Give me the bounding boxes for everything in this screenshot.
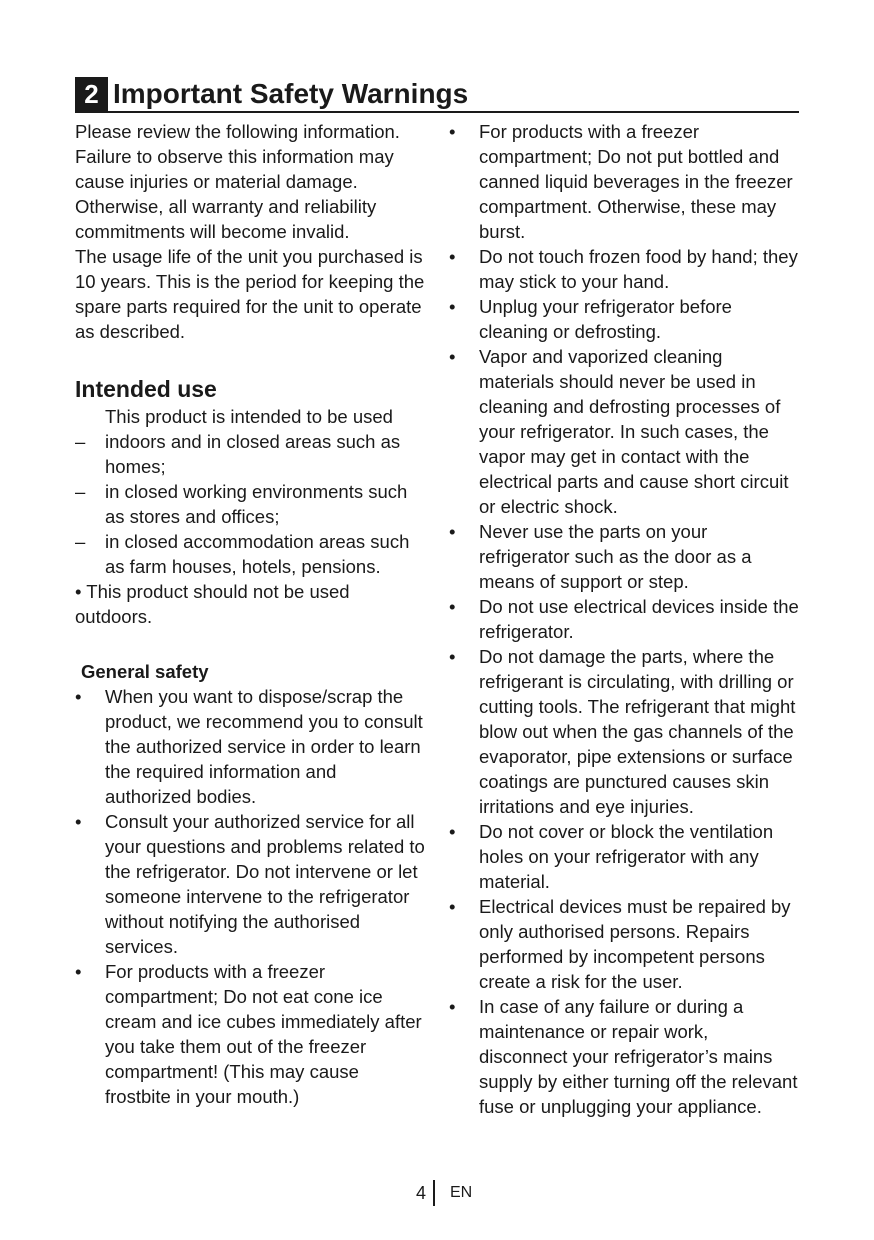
- bullet-marker: •: [449, 346, 456, 367]
- list-item-text: Electrical devices must be repaired by only authorised persons. Repairs performed by incompetent persons create a risk for the user.: [479, 896, 791, 992]
- list-item: [449, 294, 801, 344]
- list-item: [449, 519, 801, 594]
- footer-divider: [433, 1180, 435, 1206]
- chapter-number-badge: 2: [75, 77, 108, 111]
- list-item-text: When you want to dispose/scrap the product, we recommend you to consult the authorized service in order to learn the required information and authorized bodies.: [105, 686, 423, 807]
- list-item: [75, 479, 427, 529]
- general-safety-heading: General safety: [81, 661, 209, 682]
- bullet-marker: •: [449, 521, 456, 542]
- list-item-text: For products with a freezer compartment; Do not eat cone ice cream and ice cubes immediately after you take them out of the freezer compartment! (This may cause frostbite in your mouth.): [105, 961, 422, 1107]
- list-item: [449, 594, 801, 644]
- language-code: EN: [450, 1184, 473, 1201]
- page-footer: [0, 1178, 874, 1208]
- dash-marker: –: [75, 531, 86, 552]
- page-number: 4: [415, 1183, 426, 1203]
- list-item-text: Consult your authorized service for all your questions and problems related to the refrigerator. Do not intervene or let someone intervene to the refrigerator without notifying the authorised services.: [105, 811, 425, 957]
- list-item: [449, 244, 801, 294]
- bullet-marker: •: [449, 121, 456, 142]
- bullet-marker: •: [449, 596, 456, 617]
- list-item: [449, 894, 801, 994]
- list-item: [449, 994, 801, 1119]
- list-item: [449, 344, 801, 519]
- bullet-marker: •: [449, 996, 456, 1017]
- list-item-text: Unplug your refrigerator before cleaning or defrosting.: [479, 296, 732, 342]
- list-item: [75, 684, 427, 809]
- intended-use-list: [75, 429, 427, 579]
- list-item: [449, 119, 801, 244]
- list-item-text: In case of any failure or during a maintenance or repair work, disconnect your refrigerator’s mains supply by either turning off the relevant fuse or unplugging your appliance.: [479, 996, 798, 1117]
- bullet-marker: •: [449, 646, 456, 667]
- bullet-marker: •: [449, 896, 456, 917]
- list-item-text: in closed accommodation areas such as farm houses, hotels, pensions.: [105, 531, 410, 577]
- intended-use-heading: Intended use: [75, 376, 217, 402]
- list-item-text: Do not cover or block the ventilation holes on your refrigerator with any material.: [479, 821, 774, 892]
- dash-marker: –: [75, 481, 86, 502]
- bullet-marker: •: [75, 686, 82, 707]
- outdoor-use-note: • This product should not be used outdoors.: [75, 581, 350, 627]
- list-item-text: Vapor and vaporized cleaning materials should never be used in cleaning and defrosting processes of your refrigerator. In such cases, the vapor may get in contact with the electrical parts and cause short circuit or electric shock.: [479, 346, 789, 517]
- list-item-text: in closed working environments such as stores and offices;: [105, 481, 408, 527]
- list-item: [75, 959, 427, 1109]
- general-safety-list-left: [75, 684, 427, 1109]
- bullet-marker: •: [75, 811, 82, 832]
- intro-paragraph-1: Please review the following information. Failure to observe this information may cause injuries or material damage. Otherwise, all warranty and reliability commitments will become invalid.: [75, 121, 400, 242]
- bullet-marker: •: [75, 961, 82, 982]
- list-item: [75, 429, 427, 479]
- general-safety-list-right: [449, 119, 801, 1119]
- list-item: [75, 529, 427, 579]
- bullet-marker: •: [449, 821, 456, 842]
- list-item: [449, 644, 801, 819]
- list-item-text: Do not touch frozen food by hand; they may stick to your hand.: [479, 246, 798, 292]
- bullet-marker: •: [449, 296, 456, 317]
- intro-paragraph-2: The usage life of the unit you purchased is 10 years. This is the period for keeping the spare parts required for the unit to operate as described.: [75, 246, 425, 342]
- right-column: [449, 119, 801, 1119]
- list-item: [449, 819, 801, 894]
- chapter-title: Important Safety Warnings: [113, 78, 469, 109]
- chapter-heading: [75, 77, 799, 113]
- list-item-text: Never use the parts on your refrigerator such as the door as a means of support or step.: [479, 521, 752, 592]
- list-item-text: Do not damage the parts, where the refrigerant is circulating, with drilling or cutting tools. The refrigerant that might blow out when the gas channels of the evaporator, pipe extensions or surface coatings are punctured causes skin irritations and eye injuries.: [479, 646, 796, 817]
- list-item-text: indoors and in closed areas such as homes;: [105, 431, 401, 477]
- left-column: [75, 119, 427, 1109]
- list-item-text: Do not use electrical devices inside the refrigerator.: [479, 596, 799, 642]
- list-item-text: For products with a freezer compartment; Do not put bottled and canned liquid beverages in the freezer compartment. Otherwise, these may burst.: [479, 121, 793, 242]
- intended-use-lead: This product is intended to be used: [105, 406, 393, 427]
- dash-marker: –: [75, 431, 86, 452]
- bullet-marker: •: [449, 246, 456, 267]
- list-item: [75, 809, 427, 959]
